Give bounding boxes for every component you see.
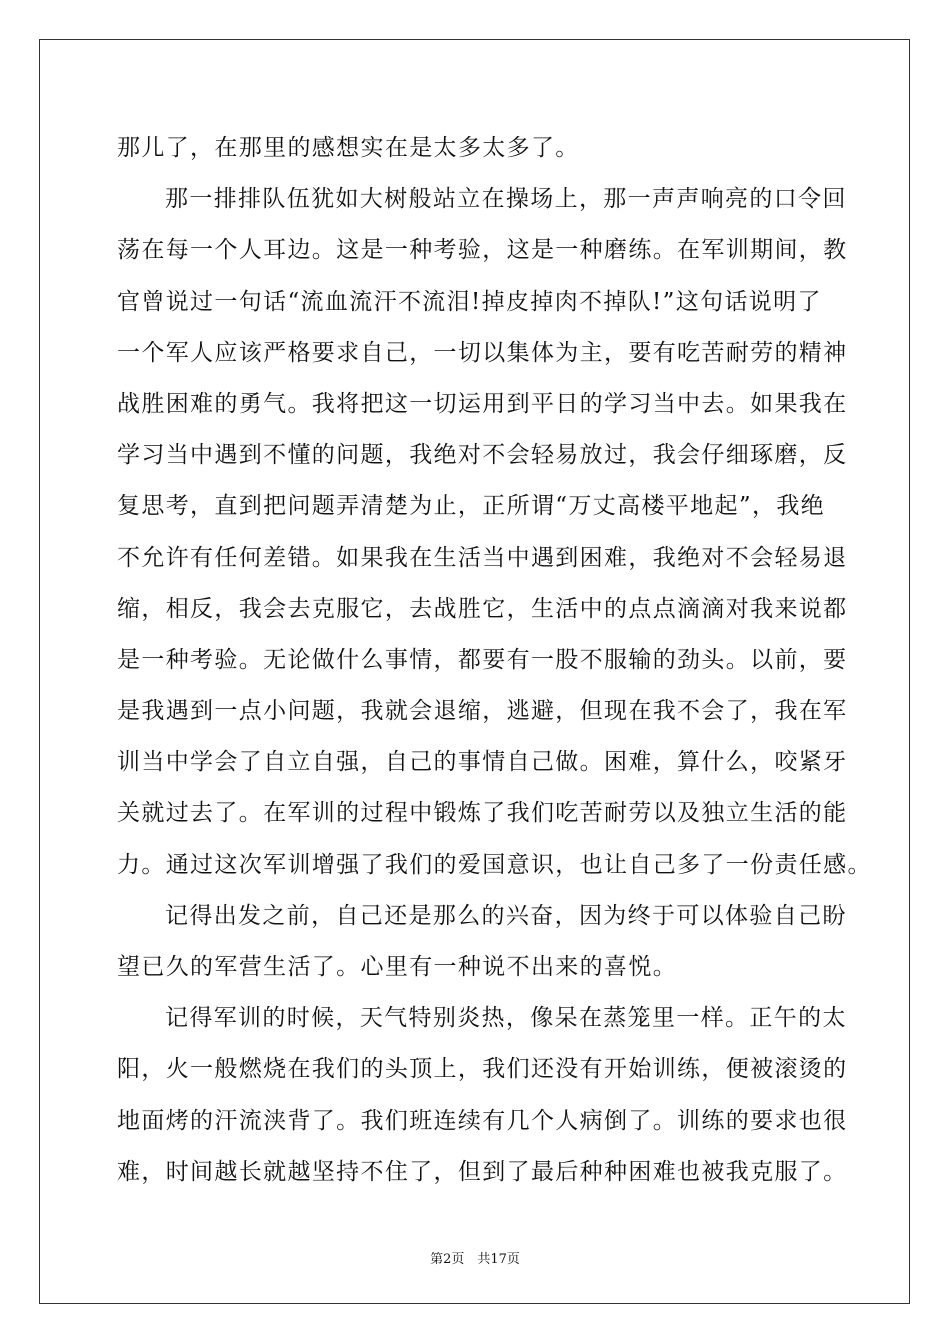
text-line: 训当中学会了自立自强，自己的事情自己做。困难，算什么，咬紧牙 <box>117 749 848 776</box>
text-line: 望已久的军营生活了。心里有一种说不出来的喜悦。 <box>117 954 678 980</box>
text-line: 官曾说过一句话“流血流汗不流泪!掉皮掉肉不掉队!”这句话说明了 <box>117 288 822 315</box>
text-line: 关就过去了。在军训的过程中锻炼了我们吃苦耐劳以及独立生活的能 <box>117 800 848 827</box>
text-line: 战胜困难的勇气。我将把这一切运用到平日的学习当中去。如果我在 <box>117 390 848 417</box>
text-line: 记得军训的时候，天气特别炎热，像呆在蒸笼里一样。正午的太 <box>165 1005 847 1032</box>
text-line: 阳，火一般燃烧在我们的头顶上，我们还没有开始训练，便被滚烫的 <box>117 1056 848 1083</box>
text-line: 一个军人应该严格要求自己，一切以集体为主，要有吃苦耐劳的精神 <box>117 339 848 366</box>
text-line: 是我遇到一点小问题，我就会退缩，逃避，但现在我不会了，我在军 <box>117 698 848 725</box>
text-line: 地面烤的汗流浃背了。我们班连续有几个人病倒了。训练的要求也很 <box>117 1107 848 1134</box>
text-line: 那儿了，在那里的感想实在是太多太多了。 <box>117 135 580 161</box>
document-body <box>117 129 872 1204</box>
text-line: 学习当中遇到不懂的问题，我绝对不会轻易放过，我会仔细琢磨，反 <box>117 442 848 469</box>
page-number: 第2页 共17页 <box>430 1252 520 1267</box>
text-line: 荡在每一个人耳边。这是一种考验，这是一种磨练。在军训期间，教 <box>117 237 848 264</box>
text-line: 是一种考验。无论做什么事情，都要有一股不服输的劲头。以前，要 <box>117 646 848 673</box>
text-line: 那一排排队伍犹如大树般站立在操场上，那一声声响亮的口令回 <box>165 186 847 213</box>
text-line: 力。通过这次军训增强了我们的爱国意识，也让自己多了一份责任感。 <box>117 851 872 878</box>
text-line: 缩，相反，我会去克服它，去战胜它，生活中的点点滴滴对我来说都 <box>117 595 848 622</box>
text-line: 记得出发之前，自己还是那么的兴奋，因为终于可以体验自己盼 <box>165 902 847 929</box>
text-line: 难，时间越长就越坚持不住了，但到了最后种种困难也被我克服了。 <box>117 1158 848 1185</box>
text-line: 复思考，直到把问题弄清楚为止，正所谓“万丈高楼平地起”，我绝 <box>117 493 826 520</box>
text-line: 不允许有任何差错。如果我在生活当中遇到困难，我绝对不会轻易退 <box>117 544 848 571</box>
